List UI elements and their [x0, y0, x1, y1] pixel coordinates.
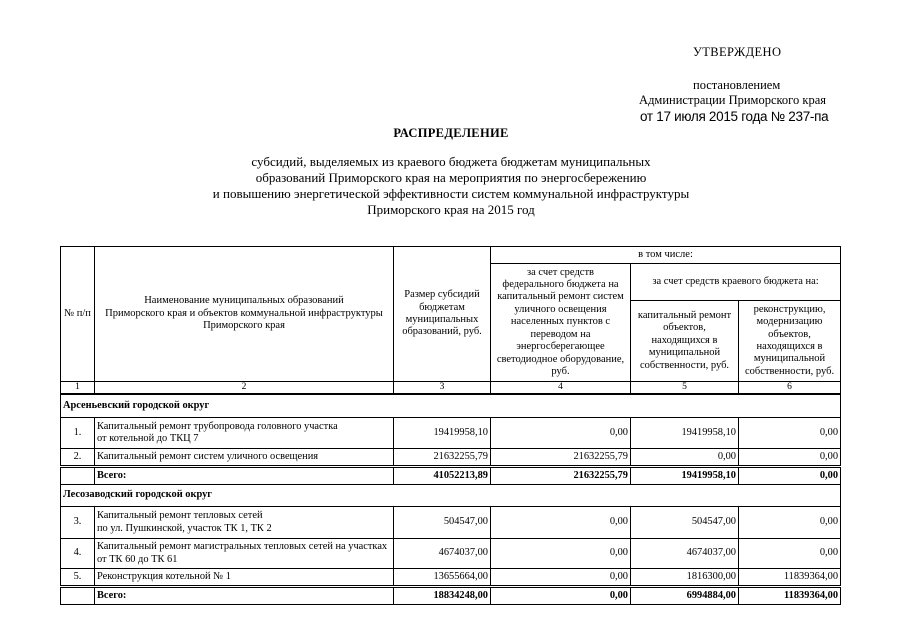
header-name: Наименование муниципальных образований Приморского края и объектов коммунальной инфраструктуры Приморского края [95, 247, 394, 382]
summary-federal: 0,00 [491, 587, 631, 605]
subtitle-line: Приморского края на 2015 год [367, 202, 535, 217]
table-row [61, 449, 841, 467]
summary-regional-repair: 19419958,10 [631, 467, 739, 485]
header-including: в том числе: [491, 247, 841, 264]
row-regional-repair: 4674037,00 [631, 539, 739, 569]
row-regional-reconstruction: 0,00 [739, 539, 841, 569]
row-regional-repair: 0,00 [631, 449, 739, 467]
section-name: Арсеньевский городской округ [61, 394, 841, 418]
row-object-name: Капитальный ремонт трубопровода головного участка от котельной до ТКЦ 7 [95, 418, 394, 449]
row-number: 2. [61, 449, 95, 467]
row-regional-repair: 1816300,00 [631, 569, 739, 587]
summary-label: Всего: [95, 467, 394, 485]
row-subsidy-total: 21632255,79 [394, 449, 491, 467]
row-regional-repair: 19419958,10 [631, 418, 739, 449]
row-federal: 0,00 [491, 569, 631, 587]
summary-number [61, 467, 95, 485]
table-row [61, 569, 841, 587]
row-number: 5. [61, 569, 95, 587]
table-row [61, 539, 841, 569]
section-name: Лесозаводский городской округ [61, 485, 841, 507]
subtitle-line: субсидий, выделяемых из краевого бюджета бюджетам муниципальных [251, 154, 651, 169]
column-number: 4 [491, 382, 631, 394]
row-regional-reconstruction: 0,00 [739, 449, 841, 467]
header-regional: за счет средств краевого бюджета на: [631, 264, 841, 301]
row-regional-reconstruction: 0,00 [739, 418, 841, 449]
summary-number [61, 587, 95, 605]
column-number: 1 [61, 382, 95, 394]
column-number: 6 [739, 382, 841, 394]
row-federal: 0,00 [491, 507, 631, 539]
row-regional-reconstruction: 0,00 [739, 507, 841, 539]
row-regional-reconstruction: 11839364,00 [739, 569, 841, 587]
row-number: 3. [61, 507, 95, 539]
approval-date-number: от 17 июля 2015 года № 237-па [640, 109, 829, 124]
row-object-name: Капитальный ремонт тепловых сетей по ул. Пушкинской, участок ТК 1, ТК 2 [95, 507, 394, 539]
summary-subsidy-total: 41052213,89 [394, 467, 491, 485]
summary-federal: 21632255,79 [491, 467, 631, 485]
summary-label: Всего: [95, 587, 394, 605]
summary-regional-repair: 6994884,00 [631, 587, 739, 605]
summary-regional-reconstruction: 11839364,00 [739, 587, 841, 605]
table-row [61, 418, 841, 449]
row-subsidy-total: 504547,00 [394, 507, 491, 539]
summary-subsidy-total: 18834248,00 [394, 587, 491, 605]
row-federal: 0,00 [491, 539, 631, 569]
approval-heading: УТВЕРЖДЕНО [693, 45, 782, 59]
row-number: 4. [61, 539, 95, 569]
document-subtitle [0, 154, 902, 218]
distribution-table [60, 246, 841, 605]
row-object-name: Капитальный ремонт систем уличного освещения [95, 449, 394, 467]
row-subsidy-total: 13655664,00 [394, 569, 491, 587]
column-number: 3 [394, 382, 491, 394]
summary-regional-reconstruction: 0,00 [739, 467, 841, 485]
approval-resolution-label: постановлением [693, 78, 781, 92]
summary-row [61, 587, 841, 605]
row-subsidy-total: 4674037,00 [394, 539, 491, 569]
column-number-row [61, 382, 841, 394]
row-number: 1. [61, 418, 95, 449]
section-row [61, 485, 841, 507]
row-regional-repair: 504547,00 [631, 507, 739, 539]
table-row [61, 507, 841, 539]
header-regional-repair: капитальный ремонт объектов, находящихся в муниципальной собственности, руб. [631, 301, 739, 382]
section-row [61, 394, 841, 418]
header-regional-reconstruction: реконструкцию, модернизацию объектов, находящихся в муниципальной собственности, руб. [739, 301, 841, 382]
header-subsidy: Размер субсидий бюджетам муниципальных образований, руб. [394, 247, 491, 382]
document-title: РАСПРЕДЕЛЕНИЕ [393, 126, 509, 140]
header-row [61, 247, 841, 264]
approval-authority: Администрации Приморского края [639, 93, 826, 107]
header-number: № п/п [61, 247, 95, 382]
subtitle-line: и повышению энергетической эффективности систем коммунальной инфраструктуры [212, 186, 690, 201]
header-federal: за счет средств федерального бюджета на капитальный ремонт систем уличного освещения населенных пунктов с переводом на энергосберегающее светодиодное оборудование, руб. [491, 264, 631, 382]
row-object-name: Реконструкция котельной № 1 [95, 569, 394, 587]
row-federal: 21632255,79 [491, 449, 631, 467]
row-object-name: Капитальный ремонт магистральных тепловых сетей на участках от ТК 60 до ТК 61 [95, 539, 394, 569]
row-subsidy-total: 19419958,10 [394, 418, 491, 449]
row-federal: 0,00 [491, 418, 631, 449]
summary-row [61, 467, 841, 485]
column-number: 5 [631, 382, 739, 394]
column-number: 2 [95, 382, 394, 394]
subtitle-line: образований Приморского края на мероприятия по энергосбережению [255, 170, 647, 185]
